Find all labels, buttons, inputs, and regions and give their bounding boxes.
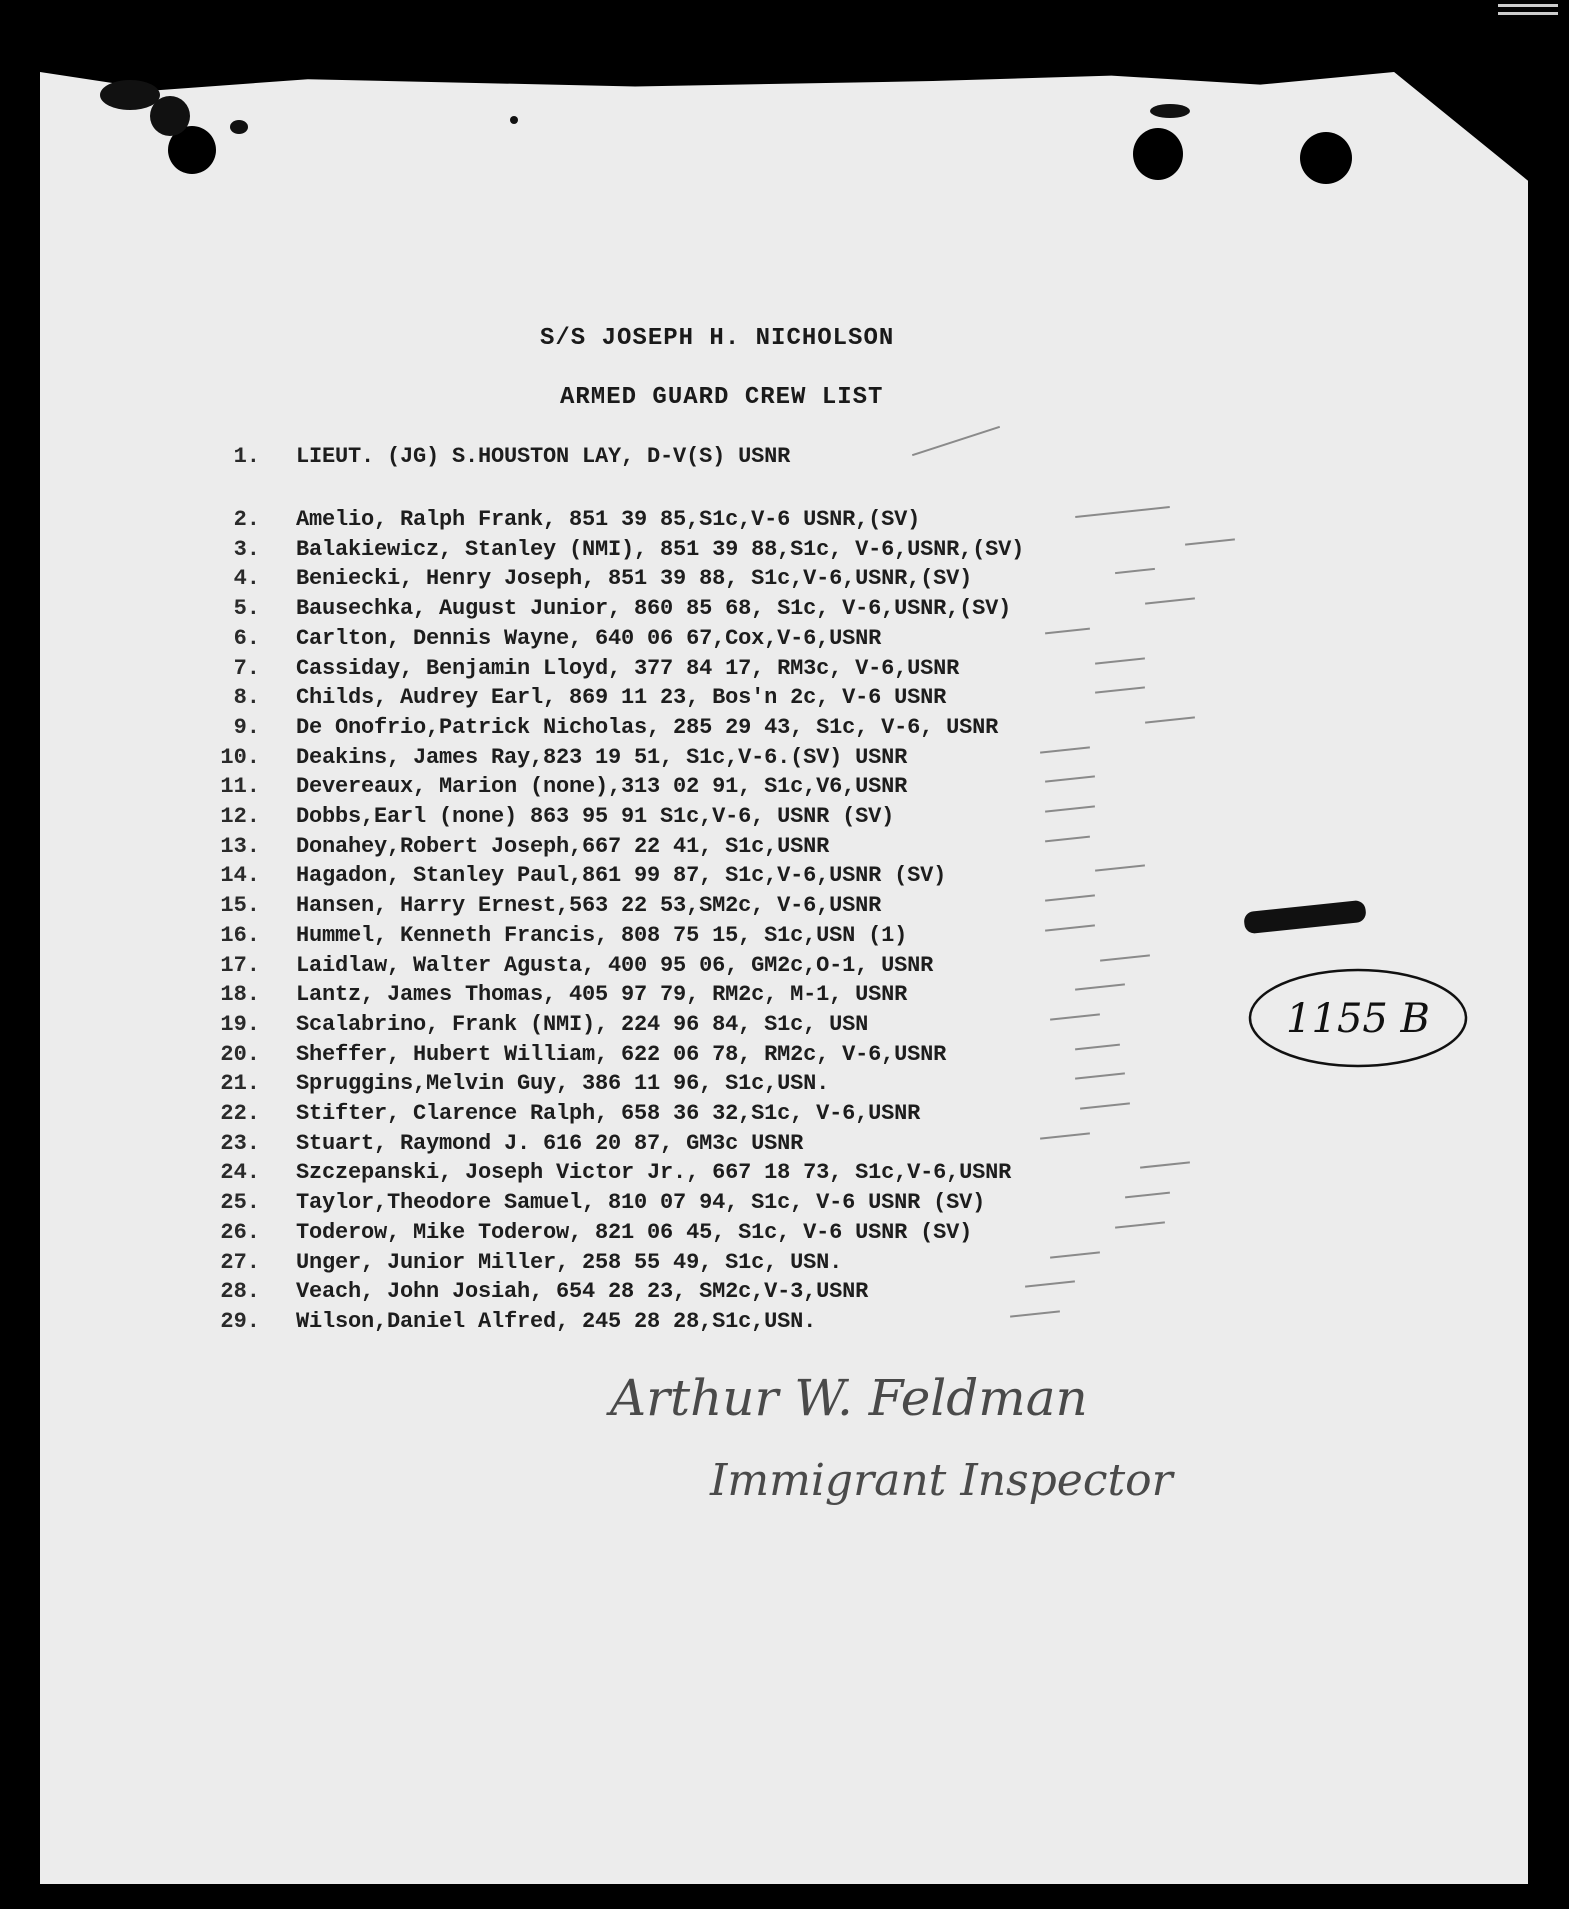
row-number: 21.	[220, 1071, 260, 1097]
crew-entry: Donahey,Robert Joseph,667 22 41, S1c,USNR	[296, 833, 830, 859]
crew-entry: Wilson,Daniel Alfred, 245 28 28,S1c,USN.	[296, 1308, 817, 1334]
row-number: 27.	[220, 1249, 260, 1275]
ink-smudge	[230, 120, 248, 134]
row-number: 12.	[220, 804, 260, 829]
crew-entry: Lantz, James Thomas, 405 97 79, RM2c, M-1, USNR	[296, 982, 908, 1008]
officer-entry: LIEUT. (JG) S.HOUSTON LAY, D-V(S) USNR	[296, 444, 791, 469]
row-number: 10.	[220, 744, 260, 770]
row-number: 13.	[220, 833, 260, 859]
row-number: 3.	[233, 536, 260, 562]
crew-entry: Taylor,Theodore Samuel, 810 07 94, S1c, V-6 USNR (SV)	[296, 1190, 986, 1216]
punch-hole-right-2	[1300, 132, 1352, 184]
crew-entry: Bausechka, August Junior, 860 85 68, S1c, V-6,USNR,(SV)	[296, 596, 1012, 622]
crew-entry: Szczepanski, Joseph Victor Jr., 667 18 73, S1c,V-6,USNR	[296, 1160, 1012, 1186]
crew-entry: Sheffer, Hubert William, 622 06 78, RM2c, V-6,USNR	[296, 1041, 947, 1067]
ink-smudge	[510, 116, 518, 124]
crew-entry: Cassiday, Benjamin Lloyd, 377 84 17, RM3c, V-6,USNR	[296, 655, 960, 681]
annotation-text: 1155 B	[1286, 996, 1430, 1042]
row-number: 20.	[220, 1041, 260, 1067]
punch-hole-right-1	[1133, 128, 1183, 180]
crew-entry: Devereaux, Marion (none),313 02 91, S1c,V6,USNR	[296, 774, 908, 800]
signature	[600, 1360, 1200, 1525]
scan-corner-mark	[1323, 0, 1569, 22]
row-number: 7.	[233, 655, 260, 681]
row-number: 15.	[220, 893, 260, 919]
row-number: 28.	[220, 1279, 260, 1305]
row-number: 6.	[233, 625, 260, 651]
row-number: 2.	[233, 507, 260, 532]
row-number: 25.	[220, 1190, 260, 1216]
row-number: 26.	[220, 1219, 260, 1245]
crew-entry: Carlton, Dennis Wayne, 640 06 67,Cox,V-6,USNR	[296, 625, 882, 651]
row-number: 29.	[220, 1308, 260, 1334]
crew-entry: Spruggins,Melvin Guy, 386 11 96, S1c,USN.	[296, 1071, 830, 1097]
crew-entry: Balakiewicz, Stanley (NMI), 851 39 88,S1c, V-6,USNR,(SV)	[296, 536, 1025, 562]
crew-entry: Laidlaw, Walter Agusta, 400 95 06, GM2c,O-1, USNR	[296, 952, 934, 978]
row-number: 8.	[233, 685, 260, 711]
row-number: 23.	[220, 1130, 260, 1156]
row-number: 22.	[220, 1101, 260, 1126]
crew-entry: Childs, Audrey Earl, 869 11 23, Bos'n 2c, V-6 USNR	[296, 685, 947, 711]
row-number: 5.	[233, 596, 260, 622]
crew-entry: Amelio, Ralph Frank, 851 39 85,S1c,V-6 USNR,(SV)	[296, 507, 921, 532]
row-number: 17.	[220, 952, 260, 978]
crew-entry: Veach, John Josiah, 654 28 23, SM2c,V-3,USNR	[296, 1279, 869, 1305]
list-heading: ARMED GUARD CREW LIST	[560, 384, 884, 411]
row-number: 4.	[233, 566, 260, 592]
ink-smudge	[1150, 104, 1190, 118]
crew-entry: Dobbs,Earl (none) 863 95 91 S1c,V-6, USNR (SV)	[296, 804, 895, 829]
crew-entry: Hummel, Kenneth Francis, 808 75 15, S1c,USN (1)	[296, 922, 908, 948]
ink-smudge	[150, 96, 190, 136]
row-number: 19.	[220, 1011, 260, 1037]
crew-entry: Beniecki, Henry Joseph, 851 39 88, S1c,V-6,USNR,(SV)	[296, 566, 973, 592]
handwritten-annotation	[1247, 966, 1470, 1070]
crew-entry: Unger, Junior Miller, 258 55 49, S1c, USN.	[296, 1249, 843, 1275]
row-number: 9.	[233, 714, 260, 740]
crew-entry: Toderow, Mike Toderow, 821 06 45, S1c, V-6 USNR (SV)	[296, 1219, 973, 1245]
signature-name: Arthur W. Feldman	[610, 1369, 1088, 1427]
crew-entry: Scalabrino, Frank (NMI), 224 96 84, S1c, USN	[296, 1011, 869, 1037]
row-number: 24.	[220, 1160, 260, 1186]
row-number: 11.	[220, 774, 260, 800]
crew-entry: Hagadon, Stanley Paul,861 99 87, S1c,V-6,USNR (SV)	[296, 863, 947, 889]
ship-heading: S/S JOSEPH H. NICHOLSON	[540, 325, 895, 352]
row-number: 14.	[220, 863, 260, 889]
crew-entry: Stuart, Raymond J. 616 20 87, GM3c USNR	[296, 1130, 804, 1156]
signature-title: Immigrant Inspector	[710, 1455, 1173, 1506]
row-number: 16.	[220, 922, 260, 948]
row-number: 1.	[233, 444, 260, 469]
crew-entry: Deakins, James Ray,823 19 51, S1c,V-6.(SV) USNR	[296, 744, 908, 770]
crew-entry: Hansen, Harry Ernest,563 22 53,SM2c, V-6,USNR	[296, 893, 882, 919]
crew-entry: Stifter, Clarence Ralph, 658 36 32,S1c, V-6,USNR	[296, 1101, 921, 1126]
row-number: 18.	[220, 982, 260, 1008]
ink-smudge	[100, 80, 160, 110]
crew-entry: De Onofrio,Patrick Nicholas, 285 29 43, S1c, V-6, USNR	[296, 714, 999, 740]
